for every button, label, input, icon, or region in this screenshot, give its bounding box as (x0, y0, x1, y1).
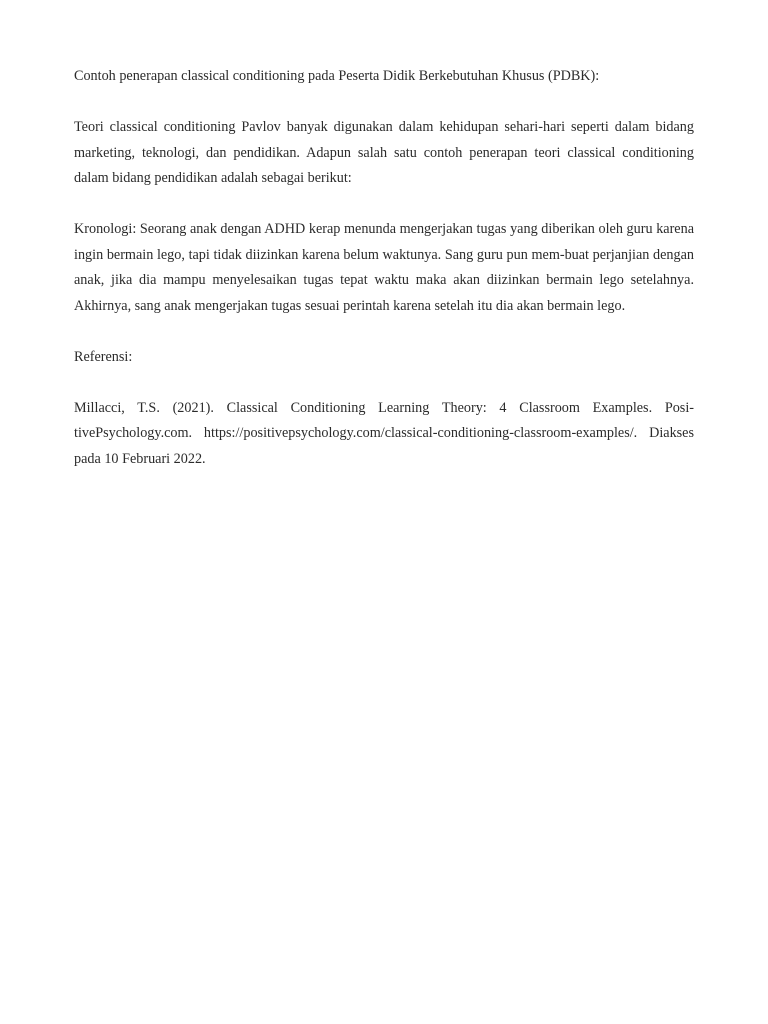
document-heading: Contoh penerapan classical conditioning pada Peserta Didik Berkebutuhan Khusus (PDBK): (74, 68, 600, 84)
references-label: Referensi: (74, 348, 133, 365)
document-body (74, 64, 694, 498)
paragraph-intro: Teori classical conditioning Pavlov banyak digunakan dalam kehidupan sehari-hari seperti dalam bidang marketing, teknologi, dan pendidikan. Adapun salah satu contoh penerapan teori classical conditioning dalam bidang pendidikan adalah sebagai berikut: (74, 119, 694, 186)
paragraph-kronologi: Kronologi: Seorang anak dengan ADHD kerap menunda mengerjakan tugas yang diberikan oleh guru karena ingin bermain lego, tapi tidak diizinkan karena belum waktunya. Sang guru pun mem-buat perjanjian dengan anak, jika dia mampu menyelesaikan tugas tepat waktu maka akan diizinkan bermain lego setelahnya. Akhirnya, sang anak mengerjakan tugas sesuai perintah karena setelah itu dia akan bermain lego. (74, 221, 694, 314)
reference-entry: Millacci, T.S. (2021). Classical Conditioning Learning Theory: 4 Classroom Examples. Posi-tivePsychology.com. https://positivepsychology.com/classical-conditioning-classroom-examples/. Diakses pada 10 Februari 2022. (74, 399, 694, 467)
